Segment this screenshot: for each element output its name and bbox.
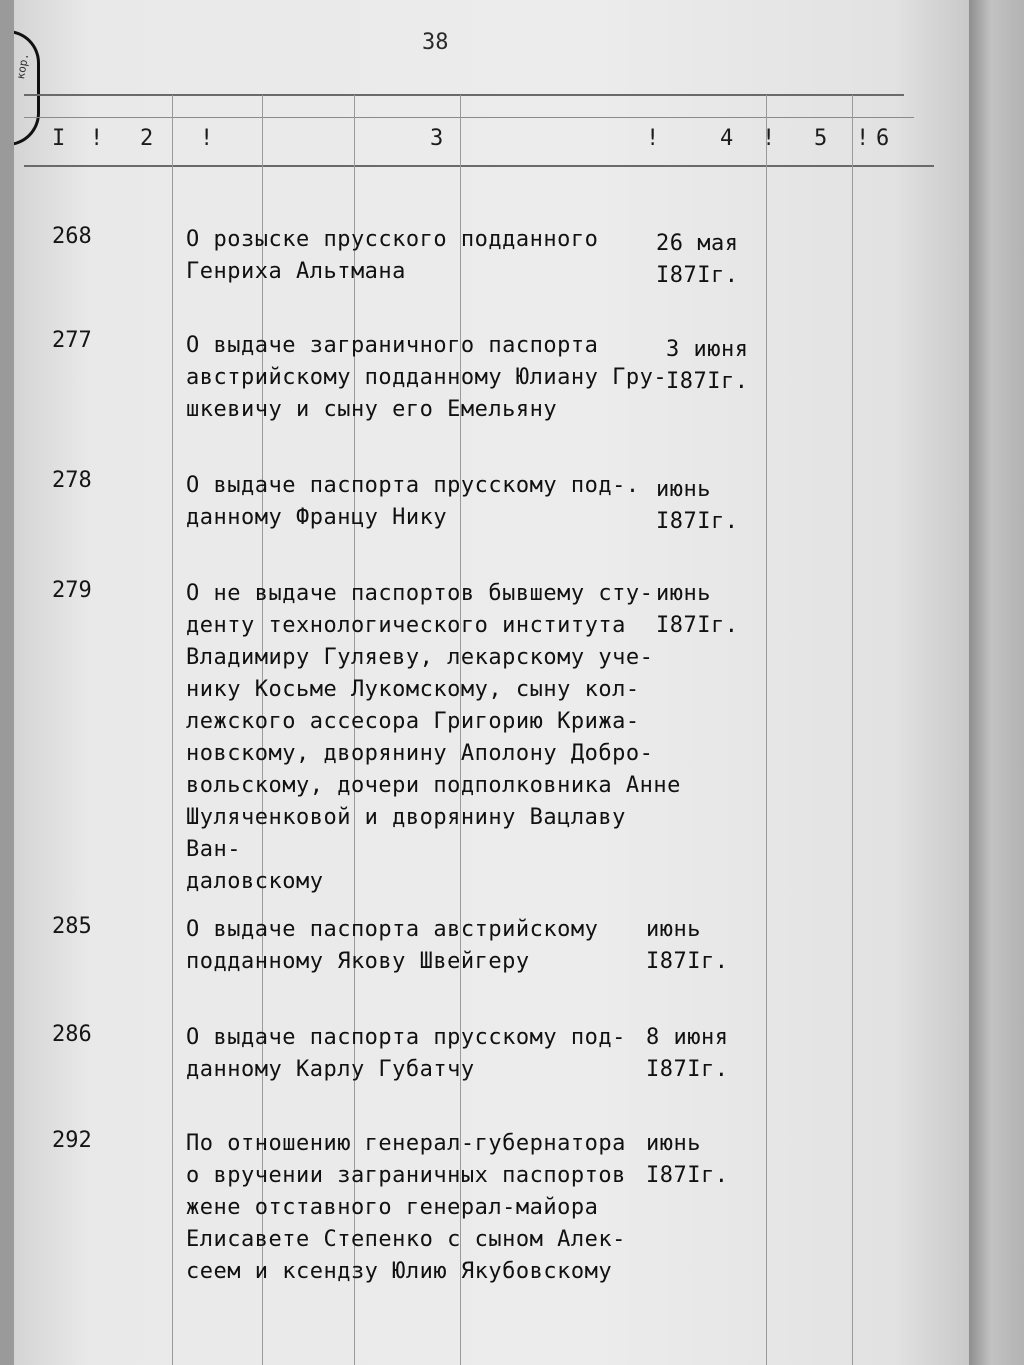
entry-number: 278 bbox=[52, 468, 92, 493]
header-sep: ! bbox=[200, 126, 214, 151]
entry-date: июнь I87Iг. bbox=[656, 581, 739, 638]
column-line bbox=[172, 95, 173, 1365]
header-col-5: 5 bbox=[814, 126, 828, 151]
document-page bbox=[14, 0, 969, 1365]
entry-description: О выдаче паспорта прусскому под- данному Карлу Губатчу bbox=[186, 1025, 626, 1082]
header-col-3: 3 bbox=[430, 126, 444, 151]
header-col-6: 6 bbox=[876, 126, 890, 151]
header-bottom-rule bbox=[24, 165, 934, 167]
entry-number: 268 bbox=[52, 224, 92, 249]
column-line bbox=[852, 95, 853, 1365]
entry-date: июнь I87Iг. bbox=[646, 1131, 729, 1188]
page-number: 38 bbox=[422, 30, 449, 55]
header-sep: ! bbox=[762, 126, 776, 151]
entry-date: 3 июня I87Iг. bbox=[666, 337, 749, 394]
header-mid-rule bbox=[24, 117, 914, 118]
corner-mark: кор. bbox=[14, 51, 32, 81]
page-edge-shadow bbox=[969, 0, 1024, 1365]
entry-description: О розыске прусского подданного Генриха Альтмана bbox=[186, 227, 599, 284]
header-sep: ! bbox=[646, 126, 660, 151]
column-line bbox=[766, 95, 767, 1365]
header-col-1: I bbox=[52, 126, 66, 151]
entry-number: 292 bbox=[52, 1128, 92, 1153]
entry-number: 285 bbox=[52, 914, 92, 939]
entry-description: О выдаче заграничного паспорта австрийскому подданному Юлиану Гру- шкевичу и сыну его Емельяну bbox=[186, 333, 668, 422]
entry-date: июнь I87Iг. bbox=[656, 477, 739, 534]
header-sep: ! bbox=[90, 126, 104, 151]
binding-curve bbox=[14, 30, 40, 146]
header-sep: ! bbox=[856, 126, 870, 151]
entry-date: 8 июня I87Iг. bbox=[646, 1025, 729, 1082]
entry-description: О выдаче паспорта прусскому под-. данному Францу Нику bbox=[186, 473, 640, 530]
entry-description: По отношению генерал-губернатора о вручении заграничных паспортов жене отставного генерал-майора Елисавете Степенко с сыном Алек- сеем и ксендзу Юлию Якубовскому bbox=[186, 1131, 626, 1284]
entry-number: 277 bbox=[52, 328, 92, 353]
entry-date: 26 мая I87Iг. bbox=[656, 231, 739, 288]
entry-number: 286 bbox=[52, 1022, 92, 1047]
header-top-rule bbox=[24, 94, 904, 96]
entry-date: июнь I87Iг. bbox=[646, 917, 729, 974]
header-col-2: 2 bbox=[140, 126, 154, 151]
entry-description: О выдаче паспорта австрийскому подданному Якову Швейгеру bbox=[186, 917, 599, 974]
entry-description: О не выдаче паспортов бывшему сту- денту технологического института Владимиру Гуляеву, лекарскому уче- нику Косьме Лукомскому, сыну кол- лежского ассесора Григорию Крижа- новскому, дворянину Аполону Добро- вольскому, дочери подполковника Анне Шуляченковой и дворянину Вацлаву Ван- даловскому bbox=[186, 581, 681, 894]
entry-number: 279 bbox=[52, 578, 92, 603]
header-col-4: 4 bbox=[720, 126, 734, 151]
